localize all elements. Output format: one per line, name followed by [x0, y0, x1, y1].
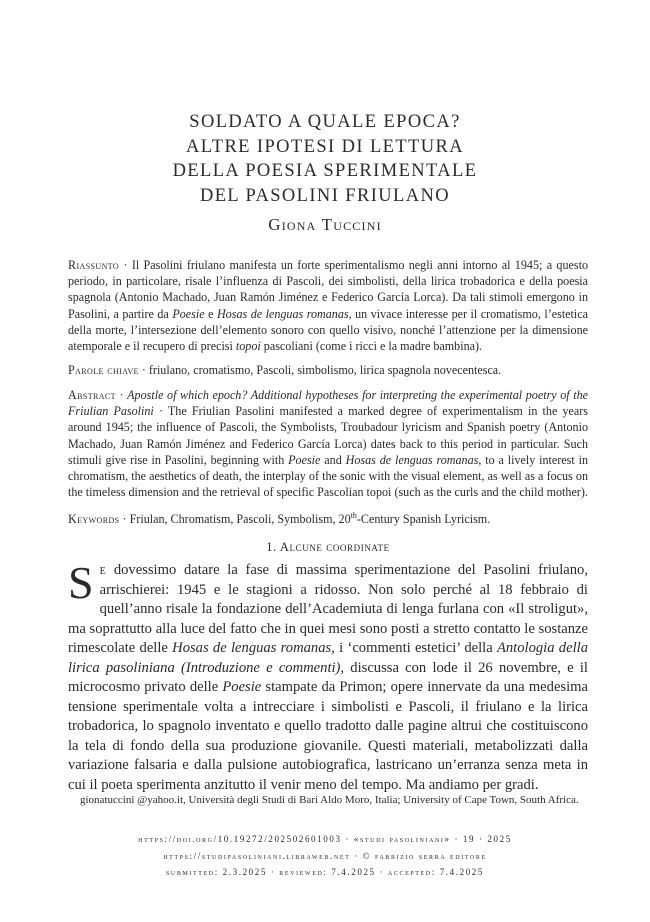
article-title [60, 110, 590, 208]
abstract-block [68, 387, 588, 500]
abstract-english-title: Apostle of which epoch? Additional hypotheses for interpreting the experimental poetry of the Friulian Pasolini [68, 388, 588, 419]
riassunto-italic: Hosas de lenguas romanas [216, 306, 349, 321]
author-footnote: gionatuccini @yahoo.it, Università degli Studi di Bari Aldo Moro, Italia; University of Cape Town, South Africa. [80, 794, 579, 806]
keywords-superscript: th [350, 511, 357, 520]
riassunto-text: · Il Pasolini friulano manifesta un forte sperimentalismo negli anni intorno al 1945; a questo periodo, in particolare, risale l’influenza di Pascoli, dei simbolisti, della lirica trobadorica e della poesia spagnola (Antonio Machado, Juan Ramón Jiménez e Federico García Lorca). Da tali stimoli emergono in Pasolini, a partire da [68, 258, 588, 321]
riassunto-italic: topoi [235, 339, 261, 354]
abstract-text: · [115, 388, 128, 402]
keywords-text: · Friulan, Chromatism, Pascoli, Symbolism, 20 [119, 512, 351, 527]
riassunto-label: Riassunto [68, 258, 120, 272]
section-heading: 1. Alcune coordinate [266, 540, 390, 554]
keywords-text: -Century Spanish Lyricism. [356, 512, 491, 527]
body-text: stampate da Primon; opere innervate da una medesima tensione sperimentale volta a intrecciare i simbolisti e Pascoli, il friulano e la lirica trobadorica, lo spagnolo inventato e quello tradotto dalle pagine altrui che costituiscono la tela di fondo della sua produzione giovanile. Questi materiali, metabolizzati dalla variazione falsaria e dalla pulsione autobiografica, lastricano un’erranza senza meta in cui il poeta sperimenta anzitutto il venir meno del tempo. Ma andiamo per gradi. [68, 679, 588, 794]
riassunto-text: pascoliani (come i ricci e la madre bambina). [260, 339, 483, 354]
riassunto-text: , un vivace interesse per il cromatismo, l’estetica della morte, l’intersezione dell’elemento sonoro con quello visivo, nonché l’attenzione per la dimensione atemporale e il recupero di precisi [68, 306, 589, 354]
footer-dates-line: submitted: 2.3.2025 · reviewed: 7.4.2025 · accepted: 7.4.2025 [165, 867, 484, 877]
abstract-italic: Hosas de lenguas romanas [345, 452, 479, 467]
footer-doi-line: https://doi.org/10.19272/202502601003 · «studi pasoliniani» · 19 · 2025 [138, 834, 512, 844]
keywords-block [68, 508, 588, 527]
body-text: , i ‘commenti estetici’ della [331, 640, 497, 657]
footer-publisher-line: https://studipasoliniani.libraweb.net · © fabrizio serra editore [163, 851, 487, 861]
body-first-word: e [99, 562, 107, 578]
body-italic: Antologia della lirica pasoliniana (Introduzione e commenti) [68, 640, 588, 676]
abstract-text: · The Friulian Pasolini manifested a marked degree of experimentalism in the years around 1945; the influence of Pascoli, the Symbolists, Troubadour lyricism and Spanish poetry (Antonio Machado, Juan Ramón Jiménez and Federico García Lorca) dates back to this period in particular. Such stimuli give rise in Pasolini, beginning with [68, 404, 588, 467]
drop-cap: S [68, 557, 94, 608]
title-line: DEL PASOLINI FRIULANO [199, 185, 451, 206]
title-line: SOLDATO A QUALE EPOCA? [189, 112, 461, 132]
parole-chiave-block [68, 362, 588, 378]
title-line: DELLA POESIA SPERIMENTALE [172, 161, 478, 182]
riassunto-italic: Poesie [172, 306, 205, 321]
body-italic: Poesie [222, 679, 262, 696]
author-name: Giona Tuccini [268, 215, 382, 234]
abstract-italic: Poesie [288, 452, 321, 467]
body-italic: Hosas de lenguas romanas [172, 640, 332, 657]
keywords-label: Keywords [68, 512, 120, 527]
body-text: , discussa con lode il 26 novembre, e il microcosmo privato delle [68, 659, 588, 696]
body-text: dovessimo datare la fase di massima sperimentazione del Pasolini friulano, arrischierei: 1945 e le stagioni a ridosso. Non solo perché al 18 febbraio di quell’anno risale la fondazione dell’Academiuta di lenga furlana con «Il stroligut», ma soprattutto alla luce del fatto che in quei mesi sono posti a stretto contatto le sostanze rimescolate delle [68, 562, 588, 657]
parole-chiave-label: Parole chiave [68, 363, 139, 377]
abstract-label: Abstract [68, 388, 116, 402]
abstract-text: and [320, 452, 346, 467]
title-line: ALTRE IPOTESI DI LETTURA [185, 136, 465, 157]
riassunto-text: e [204, 306, 217, 321]
riassunto-block [68, 257, 588, 354]
abstract-text: , to a lively interest in chromatism, the aesthetics of death, the interplay of the sonic with the visual element, as well as a focus on the timeless dimension and the retrieval of specific Pascolian topoi (such as the curls and the child mother). [68, 452, 588, 500]
body-paragraph [68, 557, 588, 796]
parole-chiave-text: · friulano, cromatismo, Pascoli, simbolismo, lirica spagnola novecentesca. [138, 363, 502, 377]
